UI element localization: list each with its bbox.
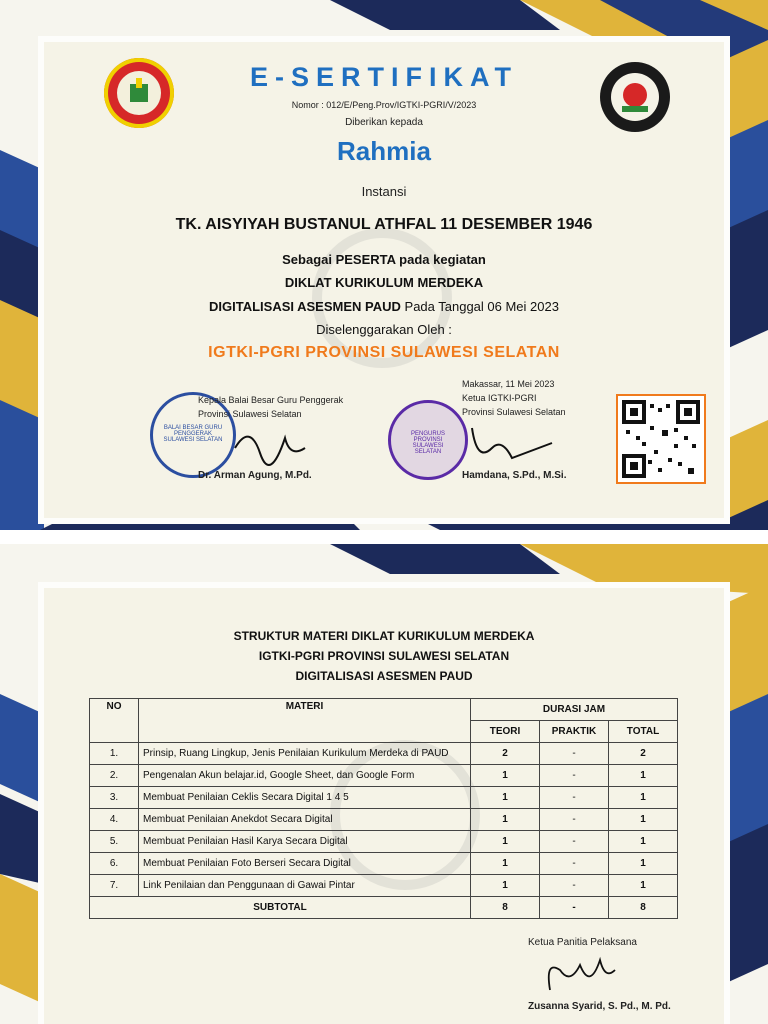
row-total: 1	[609, 875, 678, 897]
instansi-label: Instansi	[361, 184, 407, 199]
col-materi-header: MATERI	[139, 699, 471, 743]
row-teori: 1	[471, 765, 540, 787]
table-row	[90, 743, 678, 765]
col-teori-header: TEORI	[471, 721, 540, 743]
right-signer-title-2: Provinsi Sulawesi Selatan	[462, 407, 566, 417]
subtotal-row	[90, 897, 678, 919]
row-total: 1	[609, 765, 678, 787]
left-signer-name: Dr. Arman Agung, M.Pd.	[198, 470, 312, 481]
row-praktik: -	[540, 743, 609, 765]
row-no: 1.	[90, 743, 139, 765]
materi-heading	[0, 626, 768, 686]
row-praktik: -	[540, 765, 609, 787]
col-praktik-header: PRAKTIK	[540, 721, 609, 743]
row-no: 7.	[90, 875, 139, 897]
role-line: Sebagai PESERTA pada kegiatan	[282, 252, 486, 267]
certificate-title: E-SERTIFIKAT	[250, 62, 518, 92]
event-line-2	[0, 299, 768, 314]
recipient-name: Rahmia	[337, 136, 431, 166]
subtotal-label: SUBTOTAL	[90, 897, 471, 919]
row-teori: 1	[471, 853, 540, 875]
left-signer-title	[198, 393, 343, 421]
row-praktik: -	[540, 831, 609, 853]
materi-heading-3: DIGITALISASI ASESMEN PAUD	[295, 669, 473, 683]
row-no: 3.	[90, 787, 139, 809]
col-total-header: TOTAL	[609, 721, 678, 743]
col-durasi-header: DURASI JAM	[471, 699, 678, 721]
row-materi: Link Penilaian dan Penggunaan di Gawai Pintar	[139, 875, 471, 897]
event-name: DIGITALISASI ASESMEN PAUD	[209, 299, 401, 314]
row-teori: 2	[471, 743, 540, 765]
materi-table-body	[90, 743, 678, 897]
row-total: 2	[609, 743, 678, 765]
subtotal-total: 8	[609, 897, 678, 919]
table-row	[90, 831, 678, 853]
committee-name: Zusanna Syarid, S. Pd., M. Pd.	[528, 1001, 671, 1012]
event-date: Pada Tanggal 06 Mei 2023	[400, 299, 559, 314]
committee-signature	[540, 950, 620, 1000]
table-row	[90, 809, 678, 831]
row-praktik: -	[540, 853, 609, 875]
qr-code	[616, 394, 706, 484]
organizer-label: Diselenggarakan Oleh :	[316, 322, 452, 337]
row-materi: Membuat Penilaian Foto Berseri Secara Digital	[139, 853, 471, 875]
organizer-name: IGTKI-PGRI PROVINSI SULAWESI SELATAN	[208, 344, 560, 361]
row-no: 6.	[90, 853, 139, 875]
row-materi: Prinsip, Ruang Lingkup, Jenis Penilaian Kurikulum Merdeka di PAUD	[139, 743, 471, 765]
instansi-name: TK. AISYIYAH BUSTANUL ATHFAL 11 DESEMBER 1946	[175, 216, 593, 233]
right-signer-block	[462, 377, 566, 419]
row-materi: Membuat Penilaian Hasil Karya Secara Digital	[139, 831, 471, 853]
committee-title: Ketua Panitia Pelaksana	[528, 937, 637, 948]
left-signer-title-2: Provinsi Sulawesi Selatan	[198, 409, 302, 419]
left-signer-title-1: Kepala Balai Besar Guru Penggerak	[198, 395, 344, 405]
materi-table	[89, 698, 678, 919]
row-materi: Membuat Penilaian Anekdot Secara Digital	[139, 809, 471, 831]
row-teori: 1	[471, 809, 540, 831]
row-teori: 1	[471, 787, 540, 809]
row-total: 1	[609, 787, 678, 809]
event-line-1: DIKLAT KURIKULUM MERDEKA	[284, 275, 484, 290]
materi-heading-2: IGTKI-PGRI PROVINSI SULAWESI SELATAN	[258, 649, 510, 663]
row-total: 1	[609, 853, 678, 875]
row-total: 1	[609, 809, 678, 831]
table-row	[90, 853, 678, 875]
row-praktik: -	[540, 809, 609, 831]
table-row	[90, 765, 678, 787]
left-signature	[230, 418, 310, 468]
right-signature	[462, 418, 562, 468]
right-signer-title-1: Ketua IGTKI-PGRI	[462, 393, 537, 403]
materi-heading-1: STRUKTUR MATERI DIKLAT KURIKULUM MERDEKA	[233, 629, 535, 643]
left-stamp-text: BALAI BESAR GURU PENGGERAK SULAWESI SELATAN	[163, 425, 223, 443]
place-date: Makassar, 11 Mei 2023	[462, 379, 555, 389]
table-row	[90, 875, 678, 897]
table-row	[90, 787, 678, 809]
row-teori: 1	[471, 875, 540, 897]
row-praktik: -	[540, 787, 609, 809]
col-no-header: NO	[90, 699, 139, 743]
row-praktik: -	[540, 875, 609, 897]
subtotal-praktik: -	[540, 897, 609, 919]
certificate-number: Nomor : 012/E/Peng.Prov/IGTKI-PGRI/V/2023	[291, 100, 477, 110]
row-materi: Membuat Penilaian Ceklis Secara Digital 1 4 5	[139, 787, 471, 809]
given-to-label: Diberikan kepada	[345, 117, 423, 128]
right-stamp-text: PENGURUS PROVINSI SULAWESI SELATAN	[410, 431, 445, 455]
row-no: 5.	[90, 831, 139, 853]
row-no: 4.	[90, 809, 139, 831]
row-total: 1	[609, 831, 678, 853]
subtotal-teori: 8	[471, 897, 540, 919]
right-stamp	[388, 400, 468, 480]
row-no: 2.	[90, 765, 139, 787]
row-teori: 1	[471, 831, 540, 853]
right-signer-name: Hamdana, S.Pd., M.Si.	[462, 470, 567, 481]
row-materi: Pengenalan Akun belajar.id, Google Sheet, dan Google Form	[139, 765, 471, 787]
